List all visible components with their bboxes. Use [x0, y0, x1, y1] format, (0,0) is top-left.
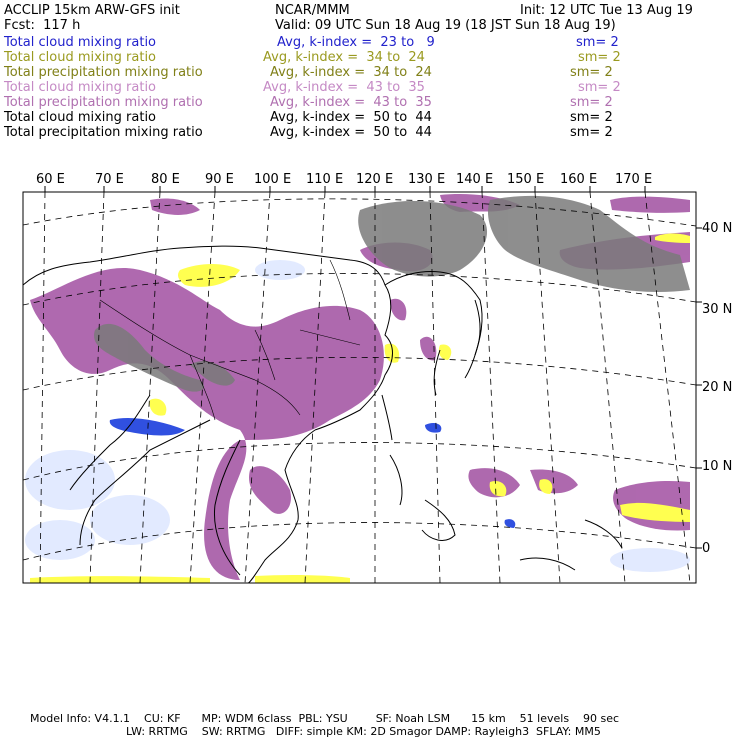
- lat-label: 30 N: [702, 302, 733, 317]
- lon-label: 130 E: [408, 172, 446, 187]
- lon-label: 160 E: [560, 172, 598, 187]
- model-info-line2: LW: RRTMG SW: RRTMG DIFF: simple KM: 2D Smagor DAMP: Rayleigh3 SFLAY: MM5: [126, 725, 601, 738]
- lat-label: 0: [702, 541, 711, 556]
- legend-field-name: Total cloud mixing ratio: [4, 35, 157, 50]
- model-title: ACCLIP 15km ARW-GFS init: [4, 3, 180, 18]
- model-info-line1: Model Info: V4.1.1 CU: KF MP: WDM 6class PBL: YSU SF: Noah LSM 15 km 51 levels 90 sec: [30, 712, 620, 725]
- lat-label: 10 N: [702, 459, 733, 474]
- legend-level-range: Avg, k-index = 50 to 44: [270, 125, 432, 140]
- lon-label: 90 E: [205, 172, 234, 187]
- init-time: Init: 12 UTC Tue 13 Aug 19: [520, 3, 693, 18]
- lon-label: 140 E: [456, 172, 494, 187]
- legend-smoothing: sm= 2: [570, 125, 613, 140]
- legend-level-range: Avg, k-index = 43 to 35: [263, 80, 425, 95]
- legend-smoothing: sm= 2: [578, 50, 621, 65]
- lon-label: 120 E: [356, 172, 394, 187]
- lon-label: 110 E: [306, 172, 344, 187]
- lon-label: 100 E: [254, 172, 292, 187]
- legend-smoothing: sm= 2: [576, 35, 619, 50]
- organization-label: NCAR/MMM: [275, 3, 350, 18]
- legend-field-name: Total precipitation mixing ratio: [4, 95, 203, 110]
- legend-smoothing: sm= 2: [570, 110, 613, 125]
- lon-label: 80 E: [151, 172, 180, 187]
- legend-level-range: Avg, k-index = 50 to 44: [270, 110, 432, 125]
- lon-label: 70 E: [95, 172, 124, 187]
- valid-time: Valid: 09 UTC Sun 18 Aug 19 (18 JST Sun 18 Aug 19): [275, 18, 616, 33]
- lon-label: 150 E: [507, 172, 545, 187]
- legend-field-name: Total precipitation mixing ratio: [4, 125, 203, 140]
- legend-level-range: Avg, k-index = 23 to 9: [277, 35, 435, 50]
- legend-smoothing: sm= 2: [578, 80, 621, 95]
- lon-label: 60 E: [36, 172, 65, 187]
- legend-smoothing: sm= 2: [570, 95, 613, 110]
- lon-ticks: [45, 186, 645, 192]
- legend-field-name: Total cloud mixing ratio: [4, 80, 157, 95]
- legend-smoothing: sm= 2: [570, 65, 613, 80]
- legend-level-range: Avg, k-index = 43 to 35: [270, 95, 432, 110]
- lon-label: 170 E: [615, 172, 653, 187]
- legend-field-name: Total precipitation mixing ratio: [4, 65, 203, 80]
- legend-field-name: Total cloud mixing ratio: [4, 110, 157, 125]
- lat-label: 20 N: [702, 380, 733, 395]
- lat-label: 40 N: [702, 221, 733, 236]
- legend-level-range: Avg, k-index = 34 to 24: [263, 50, 425, 65]
- legend-field-name: Total cloud mixing ratio: [4, 50, 157, 65]
- forecast-hour: Fcst: 117 h: [4, 18, 81, 33]
- legend-level-range: Avg, k-index = 34 to 24: [270, 65, 432, 80]
